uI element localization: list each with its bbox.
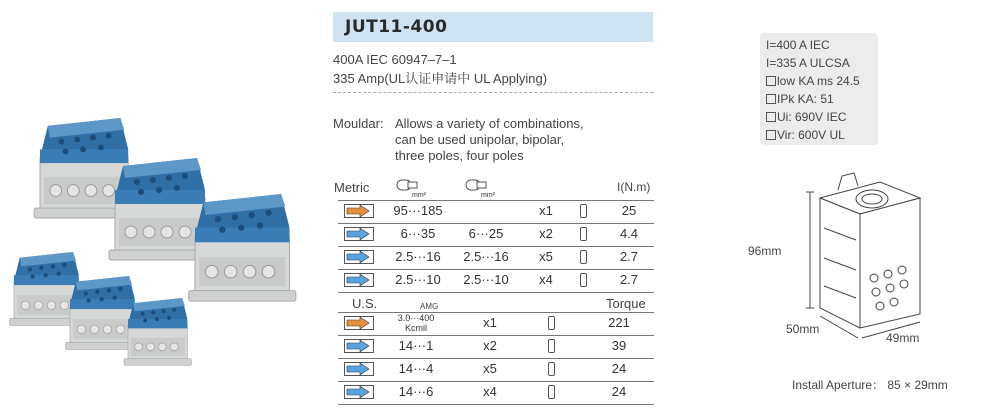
dimension-drawing [780, 168, 940, 348]
metric-torque: 4.4 [619, 226, 639, 241]
primary-arrow-icon [344, 316, 374, 335]
product-photo [0, 90, 310, 400]
metric-unit-b: mm² [481, 192, 495, 199]
us-size-a: 3.0···400 [397, 313, 435, 323]
secondary-arrow-icon [344, 362, 374, 381]
secondary-arrow-icon [344, 227, 374, 246]
divider [333, 92, 653, 93]
us-row-divider [338, 335, 654, 336]
rating-line: I=335 A ULCSA [766, 56, 850, 70]
metric-row-divider [338, 269, 654, 270]
terminal-pin-icon [580, 250, 587, 264]
dimension-width: 49mm [886, 331, 920, 345]
model-title: JUT11-400 [345, 17, 448, 37]
metric-size-a: 6···35 [400, 226, 436, 241]
us-row-divider [338, 358, 654, 359]
metric-torque: 2.7 [619, 249, 639, 264]
metric-row-divider [338, 292, 654, 293]
primary-arrow-icon [344, 204, 374, 223]
mouldar-label: Mouldar: [333, 116, 384, 131]
metric-quantity: x5 [539, 249, 553, 264]
install-aperture: Install Aperture： 85 × 29mm [792, 378, 948, 392]
rating-line: IPk KA: 51 [766, 92, 834, 106]
secondary-arrow-icon [344, 385, 374, 404]
metric-size-a: 95···185 [393, 203, 443, 218]
metric-torque: 2.7 [619, 272, 639, 287]
secondary-arrow-icon [344, 273, 374, 292]
cable-icon [396, 178, 418, 192]
block-small-3 [124, 298, 191, 365]
us-size-a: 14···4 [398, 361, 434, 376]
metric-size-b: 2.5···10 [463, 272, 509, 287]
metric-quantity: x1 [539, 203, 553, 218]
us-torque: 221 [608, 315, 630, 330]
mouldar-line-2: can be used unipolar, bipolar, [395, 132, 565, 147]
checkbox-icon [766, 130, 776, 140]
mouldar-line-3: three poles, four poles [395, 148, 524, 163]
secondary-arrow-icon [344, 339, 374, 358]
block-large-3 [189, 194, 296, 301]
us-torque: 24 [611, 384, 627, 399]
us-size-a: 14···1 [398, 338, 434, 353]
metric-size-a: 2.5···16 [395, 249, 441, 264]
checkbox-icon [766, 94, 776, 104]
rating-line: Vir: 600V UL [766, 128, 845, 142]
dimension-depth: 50mm [786, 322, 820, 336]
spec-line-ul: 335 Amp(UL认证申请中 UL Applying) [333, 71, 548, 86]
metric-title: Metric [334, 180, 370, 195]
metric-torque: 25 [621, 203, 637, 218]
terminal-pin-icon [548, 316, 555, 330]
checkbox-icon [766, 112, 776, 122]
checkbox-icon [766, 76, 776, 86]
us-size-a: 14···6 [398, 384, 434, 399]
terminal-pin-icon [548, 339, 555, 353]
us-quantity: x2 [483, 338, 497, 353]
rating-line: low KA ms 24.5 [766, 74, 860, 88]
us-quantity: x4 [483, 384, 497, 399]
metric-size-a: 2.5···10 [395, 272, 441, 287]
us-quantity: x5 [483, 361, 497, 376]
terminal-pin-icon [580, 227, 587, 241]
rating-line: I=400 A IEC [766, 38, 830, 52]
terminal-pin-icon [580, 204, 587, 218]
us-size-unit: Kcmil [405, 323, 427, 333]
metric-row-divider [338, 246, 654, 247]
terminal-pin-icon [580, 273, 587, 287]
mouldar-line-1: Allows a variety of combinations, [395, 116, 584, 131]
dimension-height: 96mm [748, 244, 782, 258]
metric-quantity: x4 [539, 272, 553, 287]
rating-line: Ui: 690V IEC [766, 110, 846, 124]
us-row-divider [338, 404, 654, 405]
spec-line-iec: 400A IEC 60947–7–1 [333, 52, 457, 67]
model-header [333, 12, 653, 42]
us-torque: 39 [611, 338, 627, 353]
metric-size-b: 6···25 [468, 226, 504, 241]
terminal-pin-icon [548, 362, 555, 376]
us-torque: 24 [611, 361, 627, 376]
secondary-arrow-icon [344, 250, 374, 269]
metric-row-divider [338, 200, 654, 201]
us-torque-header: Torque [606, 296, 646, 311]
metric-row-divider [338, 223, 654, 224]
metric-quantity: x2 [539, 226, 553, 241]
ratings-box [760, 33, 878, 145]
metric-torque-header: I(N.m) [617, 180, 651, 194]
us-unit: AMG [420, 302, 439, 311]
terminal-pin-icon [548, 385, 555, 399]
metric-size-b: 2.5···16 [463, 249, 509, 264]
us-quantity: x1 [483, 315, 497, 330]
metric-unit-a: mm² [412, 192, 426, 199]
us-title: U.S. [352, 296, 378, 311]
us-row-divider [338, 381, 654, 382]
cable-icon [465, 178, 487, 192]
